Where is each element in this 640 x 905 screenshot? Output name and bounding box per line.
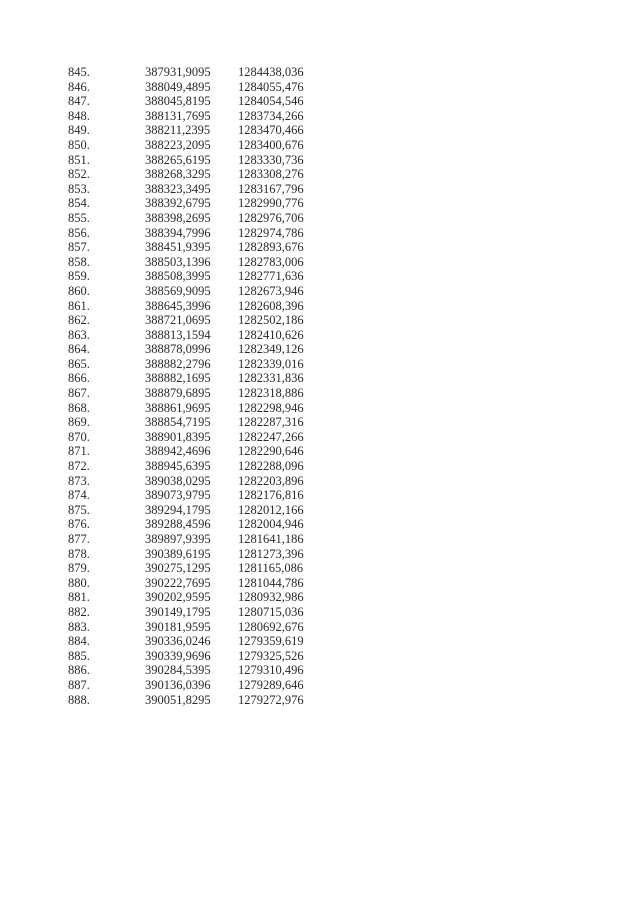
y-coordinate: 1283167,796 (238, 181, 304, 196)
row-number: 859. (68, 269, 90, 284)
row-number: 864. (68, 342, 90, 357)
row-number: 884. (68, 634, 90, 649)
row-number: 887. (68, 677, 90, 692)
x-coordinate: 390284,5395 (145, 663, 211, 678)
row-number: 852. (68, 167, 90, 182)
y-coordinate: 1282673,946 (238, 283, 304, 298)
x-coordinate: 388861,9695 (145, 400, 211, 415)
x-coordinate: 390222,7695 (145, 575, 211, 590)
y-coordinate: 1282990,776 (238, 196, 304, 211)
y-coordinate: 1281641,186 (238, 532, 304, 546)
y-coordinate: 1281165,086 (238, 561, 304, 576)
row-number: 872. (68, 459, 90, 474)
x-coordinate: 388265,6195 (145, 152, 211, 167)
y-coordinate: 1282502,186 (238, 313, 304, 328)
row-number: 871. (68, 444, 90, 459)
y-coordinate: 1282410,626 (238, 327, 304, 342)
row-number: 870. (68, 429, 90, 444)
x-coordinate: 389073,9795 (145, 488, 211, 503)
y-coordinate: 1281044,786 (238, 575, 304, 590)
x-coordinate: 389038,0295 (145, 473, 211, 488)
y-coordinate: 1280932,986 (238, 590, 304, 605)
row-number: 882. (68, 604, 90, 619)
y-coordinate: 1279289,646 (238, 677, 304, 692)
y-coordinate: 1282339,016 (238, 356, 304, 371)
x-coordinate: 388394,7996 (145, 225, 211, 240)
y-coordinate: 1282288,096 (238, 459, 304, 474)
y-coordinate: 1279359,619 (238, 634, 304, 649)
x-coordinate: 388901,8395 (145, 429, 211, 444)
y-coordinate: 1282287,316 (238, 415, 304, 430)
y-coordinate: 1282608,396 (238, 298, 304, 313)
row-number: 861. (68, 298, 90, 313)
x-coordinate: 388945,6395 (145, 459, 211, 474)
y-coordinate: 1284438,036 (238, 65, 304, 79)
x-coordinate: 388268,3295 (145, 167, 211, 182)
y-coordinate: 1282004,946 (238, 517, 304, 532)
y-coordinate: 1284054,546 (238, 94, 304, 109)
row-number: 873. (68, 473, 90, 488)
row-number: 858. (68, 254, 90, 269)
x-coordinate: 388569,9095 (145, 283, 211, 298)
x-coordinate: 390202,9595 (145, 590, 211, 605)
x-coordinate: 389897,9395 (145, 532, 211, 546)
y-coordinate: 1280692,676 (238, 619, 304, 634)
row-number: 879. (68, 561, 90, 576)
y-coordinate: 1282974,786 (238, 225, 304, 240)
x-coordinate: 389288,4596 (145, 517, 211, 532)
row-number: 853. (68, 181, 90, 196)
x-coordinate: 390051,8295 (145, 692, 211, 707)
x-coordinate: 388878,0996 (145, 342, 211, 357)
y-coordinate: 1281273,396 (238, 546, 304, 561)
x-coordinate: 388882,2796 (145, 356, 211, 371)
y-coordinate: 1280715,036 (238, 604, 304, 619)
row-number: 865. (68, 356, 90, 371)
x-coordinate: 388721,0695 (145, 313, 211, 328)
x-coordinate: 388942,4696 (145, 444, 211, 459)
x-coordinate: 388223,2095 (145, 137, 211, 152)
row-number: 850. (68, 137, 90, 152)
x-coordinate: 390149,1795 (145, 604, 211, 619)
y-coordinate: 1283330,736 (238, 152, 304, 167)
y-coordinate: 1279272,976 (238, 692, 304, 707)
x-coordinate: 390136,0396 (145, 677, 211, 692)
row-number: 874. (68, 488, 90, 503)
x-coordinate: 388882,1695 (145, 371, 211, 386)
row-number: 866. (68, 371, 90, 386)
x-coordinate: 388879,6895 (145, 386, 211, 401)
y-coordinate: 1282247,266 (238, 429, 304, 444)
row-number: 876. (68, 517, 90, 532)
row-number: 883. (68, 619, 90, 634)
x-coordinate: 390339,9696 (145, 648, 211, 663)
row-number: 856. (68, 225, 90, 240)
x-coordinate: 389294,1795 (145, 502, 211, 517)
row-number: 855. (68, 210, 90, 225)
y-coordinate: 1282318,886 (238, 386, 304, 401)
x-coordinate: 390389,6195 (145, 546, 211, 561)
x-coordinate: 390275,1295 (145, 561, 211, 576)
x-coordinate: 390181,9595 (145, 619, 211, 634)
y-coordinate: 1282012,166 (238, 502, 304, 517)
y-coordinate: 1282331,836 (238, 371, 304, 386)
x-coordinate: 388645,3996 (145, 298, 211, 313)
x-coordinate: 388813,1594 (145, 327, 211, 342)
x-coordinate: 388508,3995 (145, 269, 211, 284)
y-coordinate: 1282349,126 (238, 342, 304, 357)
x-coordinate: 388503,1396 (145, 254, 211, 269)
x-coordinate: 388323,3495 (145, 181, 211, 196)
y-coordinate: 1279325,526 (238, 648, 304, 663)
y-coordinate: 1282976,706 (238, 210, 304, 225)
y-coordinate: 1283308,276 (238, 167, 304, 182)
row-number: 885. (68, 648, 90, 663)
x-coordinate: 388131,7695 (145, 108, 211, 123)
x-coordinate: 388854,7195 (145, 415, 211, 430)
x-coordinate: 388211,2395 (145, 123, 211, 138)
row-number: 845. (68, 65, 90, 79)
x-coordinate: 388049,4895 (145, 79, 211, 94)
y-coordinate: 1282771,636 (238, 269, 304, 284)
row-number: 878. (68, 546, 90, 561)
row-number: 854. (68, 196, 90, 211)
row-number: 857. (68, 240, 90, 255)
x-coordinate: 388045,8195 (145, 94, 211, 109)
row-number: 848. (68, 108, 90, 123)
row-number: 860. (68, 283, 90, 298)
y-coordinate: 1283734,266 (238, 108, 304, 123)
row-number: 868. (68, 400, 90, 415)
y-coordinate: 1282298,946 (238, 400, 304, 415)
row-number: 875. (68, 502, 90, 517)
x-coordinate: 387931,9095 (145, 65, 211, 79)
y-coordinate: 1283470,466 (238, 123, 304, 138)
x-coordinate: 388392,6795 (145, 196, 211, 211)
y-coordinate: 1282176,816 (238, 488, 304, 503)
row-number: 867. (68, 386, 90, 401)
y-coordinate: 1282783,006 (238, 254, 304, 269)
y-coordinate: 1283400,676 (238, 137, 304, 152)
y-coordinate: 1282203,896 (238, 473, 304, 488)
row-number: 888. (68, 692, 90, 707)
y-coordinate: 1282290,646 (238, 444, 304, 459)
row-number: 880. (68, 575, 90, 590)
x-coordinate: 388398,2695 (145, 210, 211, 225)
row-number: 849. (68, 123, 90, 138)
y-coordinate: 1284055,476 (238, 79, 304, 94)
x-coordinate: 388451,9395 (145, 240, 211, 255)
row-number: 847. (68, 94, 90, 109)
y-coordinate: 1279310,496 (238, 663, 304, 678)
row-number: 886. (68, 663, 90, 678)
x-coordinate: 390336,0246 (145, 634, 211, 649)
row-number: 877. (68, 532, 90, 546)
row-number: 863. (68, 327, 90, 342)
row-number: 869. (68, 415, 90, 430)
row-number: 862. (68, 313, 90, 328)
row-number: 851. (68, 152, 90, 167)
row-number: 846. (68, 79, 90, 94)
y-coordinate: 1282893,676 (238, 240, 304, 255)
row-number: 881. (68, 590, 90, 605)
